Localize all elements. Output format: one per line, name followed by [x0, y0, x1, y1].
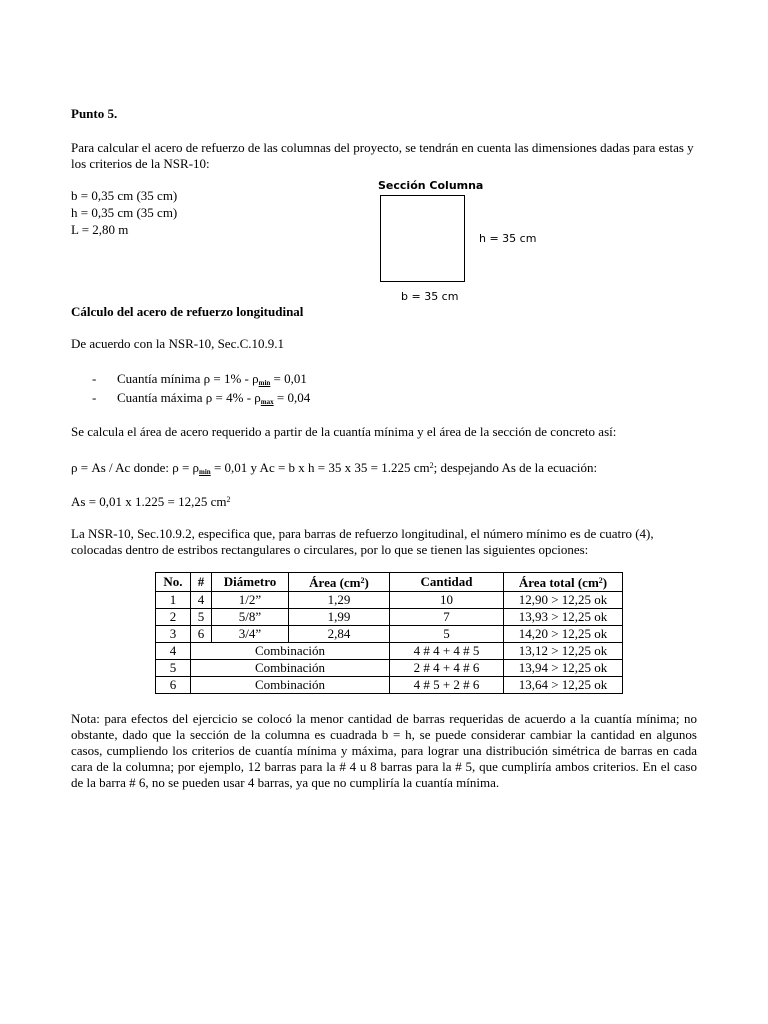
dimension-b: b = 0,35 cm (35 cm): [71, 188, 178, 203]
cell-number: 6: [191, 626, 212, 643]
cell-no: 1: [156, 592, 191, 609]
bullet-min: Cuantía mínima $\rho = 1\% - \rho_{min} = 0,01$: [117, 371, 307, 387]
table-row: [156, 609, 623, 626]
note-paragraph: Nota: para efectos del ejercicio se colocó la menor cantidad de barras requeridas de acuerdo a la cuantía mínima; no obstante, dado que la sección de la columna es cuadrada b = h, se puede considerar cambiar la cantidad en algunos casos, cumpliendo los criterios de cuantía mínima y máxima, para lograr una distribución simétrica de barras en cada cara de la columna; por ejemplo, 12 barras para la # 4 u 8 barras para la # 5, que cumpliría ambos criterios. En el caso de la barra # 6, no se pueden usar 4 barras, ya que no cumpliría la cuantía mínima.: [71, 711, 697, 790]
cell-quantity: 2 # 4 + 4 # 6: [390, 660, 504, 677]
cell-quantity: 10: [390, 592, 504, 609]
cell-quantity: 4 # 5 + 2 # 6: [390, 677, 504, 694]
cell-total-area: 13,94 > 12,25 ok: [504, 660, 623, 677]
bullet-max: Cuantía máxima $\rho = 4\% - \rho_{max} = 0,04$: [117, 390, 311, 406]
cell-no: 2: [156, 609, 191, 626]
cell-diameter: 3/4”: [212, 626, 289, 643]
column-square: [380, 195, 465, 282]
diagram-b-label: b = 35 cm: [401, 290, 459, 303]
cell-diameter: 1/2”: [212, 592, 289, 609]
cell-number: 5: [191, 609, 212, 626]
cell-area: 1,29: [289, 592, 390, 609]
cell-area: 1,99: [289, 609, 390, 626]
cell-diameter: 5/8”: [212, 609, 289, 626]
intro-paragraph: Para calcular el acero de refuerzo de las columnas del proyecto, se tendrán en cuenta las dimensiones dadas para estas y los criterios de la NSR-10:: [71, 140, 694, 171]
equation-as: As = 0,01 x 1.225 = 12,25 $cm^2$: [71, 494, 231, 509]
cell-total-area: 14,20 > 12,25 ok: [504, 626, 623, 643]
cell-total-area: 13,12 > 12,25 ok: [504, 643, 623, 660]
header-diameter: Diámetro: [212, 573, 289, 592]
bullet-dash: -: [92, 371, 97, 386]
cell-total-area: 13,64 > 12,25 ok: [504, 677, 623, 694]
dimension-h: h = 0,35 cm (35 cm): [71, 205, 178, 220]
diagram-title: Sección Columna: [378, 179, 484, 192]
table-row: [156, 660, 623, 677]
table-row: [156, 626, 623, 643]
header-quantity: Cantidad: [390, 573, 504, 592]
table-row: [156, 592, 623, 609]
cell-no: 5: [156, 660, 191, 677]
cell-combination: Combinación: [191, 677, 390, 694]
cell-quantity: 4 # 4 + 4 # 5: [390, 643, 504, 660]
cell-combination: Combinación: [191, 660, 390, 677]
table-header-row: [156, 573, 623, 592]
bar-options-table: [155, 572, 623, 694]
cell-number: 4: [191, 592, 212, 609]
section-heading: Cálculo del acero de refuerzo longitudinal: [71, 304, 304, 319]
nsr-paragraph: La NSR-10, Sec.10.9.2, especifica que, para barras de refuerzo longitudinal, el número mínimo es de cuatro (4), colocadas dentro de estribos rectangulares o circulares, por lo que se tienen las siguientes opciones:: [71, 526, 654, 557]
header-no: No.: [156, 573, 191, 592]
cell-quantity: 5: [390, 626, 504, 643]
header-number: #: [191, 573, 212, 592]
equation-rho: ρ = As / Ac donde: $\rho = \rho_{min} = 0,01$ y Ac = b x h = 35 x 35 = 1.225 $cm^2$; despejando As de la ecuación:: [71, 460, 598, 476]
cell-no: 4: [156, 643, 191, 660]
table-row: [156, 643, 623, 660]
page-title: Punto 5.: [71, 106, 118, 121]
nsr-reference: De acuerdo con la NSR-10, Sec.C.10.9.1: [71, 336, 285, 351]
cell-no: 6: [156, 677, 191, 694]
header-area: Área $(cm^2)$: [289, 573, 390, 592]
header-total-area: Área total $(cm^2)$: [504, 573, 623, 592]
cell-total-area: 12,90 > 12,25 ok: [504, 592, 623, 609]
cell-no: 3: [156, 626, 191, 643]
bullet-dash: -: [92, 390, 97, 405]
cell-total-area: 13,93 > 12,25 ok: [504, 609, 623, 626]
calc-intro: Se calcula el área de acero requerido a partir de la cuantía mínima y el área de la sección de concreto así:: [71, 424, 617, 439]
cell-quantity: 7: [390, 609, 504, 626]
dimension-l: L = 2,80 m: [71, 222, 129, 237]
cell-area: 2,84: [289, 626, 390, 643]
cell-combination: Combinación: [191, 643, 390, 660]
table-row: [156, 677, 623, 694]
diagram-h-label: h = 35 cm: [479, 232, 537, 245]
